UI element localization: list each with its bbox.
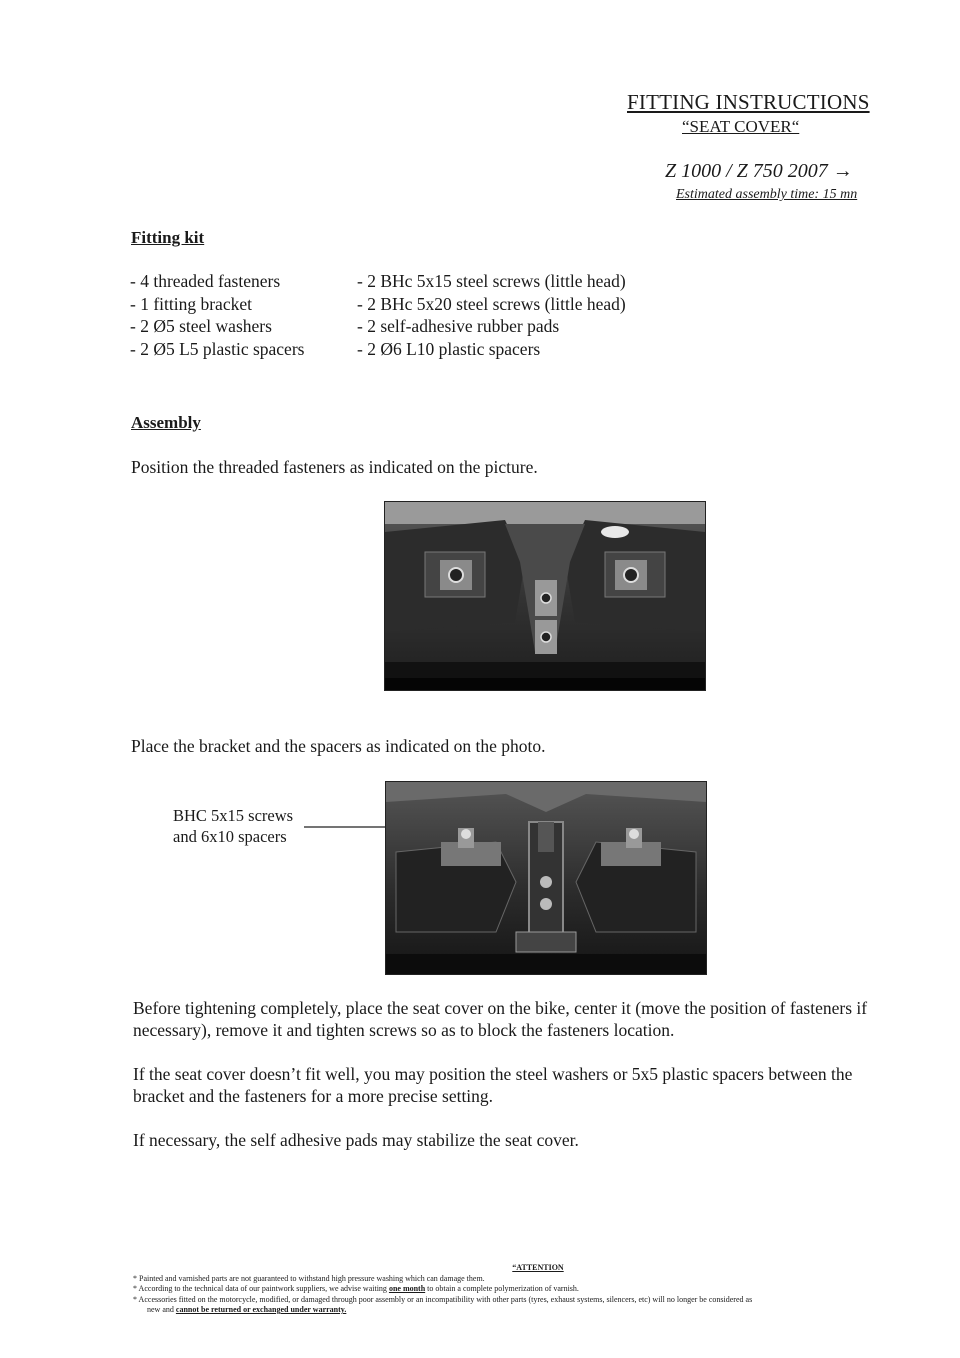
attention-line-2-emphasis: one month	[388, 1284, 426, 1293]
kit-list-left	[130, 270, 304, 360]
kit-item: - 2 Ø5 steel washers	[130, 316, 272, 336]
attention-line-4-text: new and	[147, 1305, 176, 1314]
fasteners-photo	[384, 501, 706, 691]
attention-line-1: * Painted and varnished parts are not guaranteed to withstand high pressure washing which can damage them.	[133, 1273, 485, 1283]
instruction-paragraph-1: Before tightening completely, place the seat cover on the bike, center it (move the position of fasteners if necessary), remove it and tighten screws so as to block the fasteners location.	[133, 998, 868, 1040]
step-2-text: Place the bracket and the spacers as indicated on the photo.	[131, 736, 546, 756]
callout-line-2: and 6x10 spacers	[173, 827, 287, 846]
kit-item: - 2 self-adhesive rubber pads	[357, 316, 560, 336]
bracket-photo	[385, 781, 707, 975]
attention-line-2	[133, 1284, 893, 1295]
attention-line-2-end: to obtain a complete polymerization of varnish.	[425, 1284, 579, 1293]
instruction-paragraph-3: If necessary, the self adhesive pads may stabilize the seat cover.	[133, 1130, 579, 1150]
attention-heading: “ATTENTION	[512, 1263, 564, 1272]
kit-item: - 1 fitting bracket	[130, 293, 252, 314]
model-name: Z 1000 / Z 750 2007 →	[665, 160, 853, 182]
document-subtitle: “SEAT COVER“	[682, 117, 800, 136]
callout-line-1: BHC 5x15 screws	[173, 806, 294, 825]
attention-line-2-text: * According to the technical data of our paintwork suppliers, we advise waiting	[133, 1284, 389, 1293]
assembly-heading: Assembly	[131, 413, 201, 432]
fitting-kit-heading: Fitting kit	[131, 228, 205, 247]
instruction-paragraph-2: If the seat cover doesn’t fit well, you may position the steel washers or 5x5 plastic spacers between the bracket and the fasteners for a more precise setting.	[133, 1064, 853, 1106]
attention-line-4-emphasis: cannot be returned or exchanged under warranty.	[175, 1305, 347, 1314]
kit-item: - 2 Ø5 L5 plastic spacers	[130, 338, 305, 359]
document-title: FITTING INSTRUCTIONS	[627, 90, 870, 114]
kit-item: - 2 BHc 5x20 steel screws (little head)	[357, 293, 626, 314]
kit-item: - 2 Ø6 L10 plastic spacers	[357, 338, 541, 359]
attention-footer	[133, 1263, 893, 1316]
kit-list-right	[357, 270, 626, 360]
kit-item: - 2 BHc 5x15 steel screws (little head)	[357, 271, 626, 291]
photo-callout	[173, 805, 293, 847]
kit-item: - 4 threaded fasteners	[130, 271, 281, 291]
step-1-text: Position the threaded fasteners as indicated on the picture.	[131, 457, 538, 477]
attention-line-3: * Accessories fitted on the motorcycle, modified, or damaged through poor assembly or an incompatibility with other parts (tyres, exhaust systems, silencers, etc) will no longer be considered as	[133, 1294, 753, 1304]
attention-line-4	[133, 1305, 893, 1316]
assembly-time: Estimated assembly time: 15 mn	[676, 187, 858, 202]
